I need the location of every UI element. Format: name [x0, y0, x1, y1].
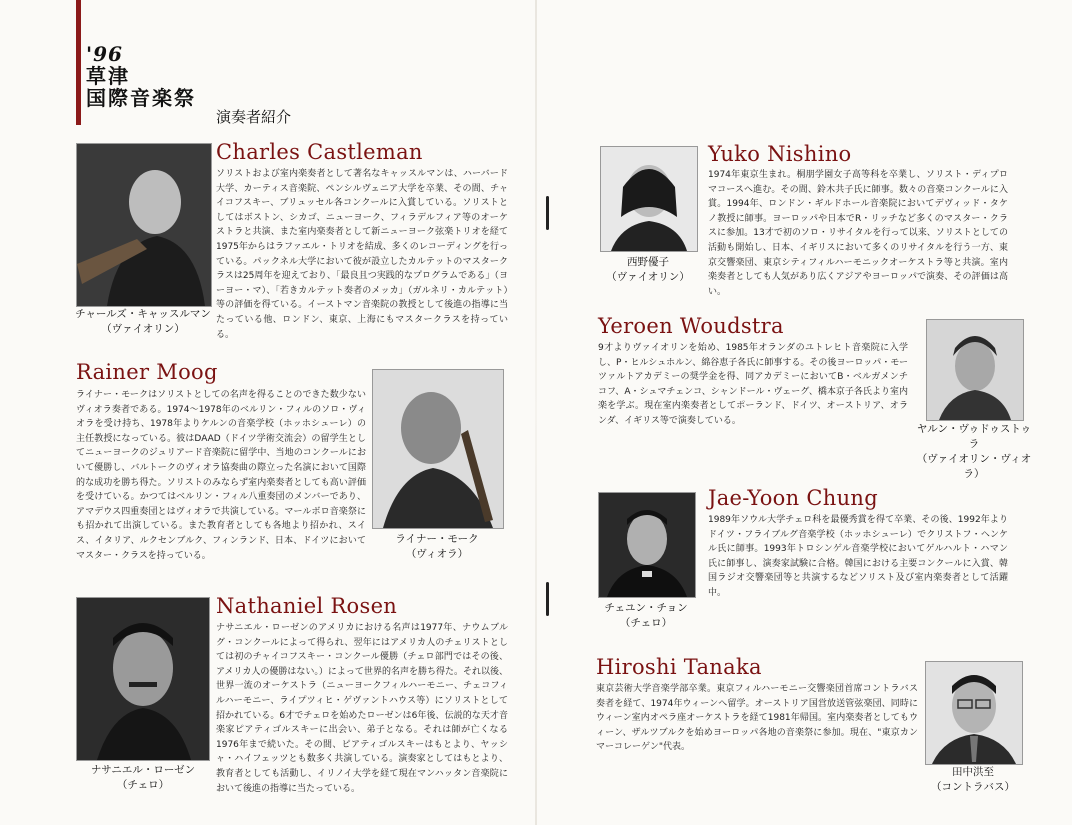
performer-bio: ソリストおよび室内楽奏者として著名なキャッスルマンは、ハーバード大学、カーティス音楽院、ペンシルヴェニア大学を卒業、その間、チャイコフスキー、ブリュッセル各コンクールに入賞している。ソリストとしてはボストン、シカゴ、ニューヨーク、フィラデルフィア等のオーケストラと共演、また室内楽奏者として新ニューヨーク弦楽トリオを経て1975年からはラファエル・トリオを結成、多くのレコーディングを行っている。パックネル大学において彼が設立したカルテットのマスタークラスは25周年を迎えており、「最良且つ実践的なプログラムである」（ヨーヨー・マ）、「若きカルテット奏者のメッカ」（ガルネリ・カルテット）等の評価を得ている。イーストマン音楽院の教授として後進の指導に当たっている他、ロンドン、東京、上海にもマスタークラスを持っている。: [216, 169, 508, 340]
caption-name: 西野優子: [627, 256, 669, 268]
performer-bio: 9才よりヴァイオリンを始め、1985年オランダのユトレヒト音楽院に入学し、P・ヒルシュホルン、綿谷恵子各氏に師事する。その後ヨーロッパ・モーツァルトアカデミーの奨学金を得、同アカデミーにおいてB・ベルガメンチコフ、A・シュマチェンコ、シャンドール・ヴェーグ、橋本京子各氏より室内楽を学ぶ。現在室内楽奏者としてポーランド、ドイツ、オーストリア、オランダ、イギリス等で演奏している。: [598, 343, 908, 426]
festival-line2: 国際音楽祭: [86, 86, 196, 110]
performer-name: Hiroshi Tanaka: [596, 655, 762, 679]
caption-instrument: （コントラバス）: [931, 781, 1015, 793]
festival-year: '96: [86, 42, 123, 66]
caption-instrument: （ヴァイオリン・ヴィオラ）: [916, 453, 1032, 480]
performer-bio: ナサニエル・ローゼンのアメリカにおける名声は1977年、ナウムブルグ・コンクールによって得られ、翌年にはアメリカ人のチェリストとしては初のチャイコフスキー・コンクール優勝（チェロ部門ではその後、アメリカ人の優勝はない。）によって世界的名声を勝ち得た。それ以後、世界一流のオーケストラ（ニューヨークフィルハーモニー、チェコフィルハーモニー、ライプツィヒ・ゲヴァントハウス等）にソリストとして招かれている。6才でチェロを始めたローゼンは6年後、伝説的な天才音楽家ピアティゴルスキーに出会い、弟子となる。それは師が亡くなる1976年まで続いた。その間、ピアティゴルスキーはもとより、ヤッシャ・ハイフェッツとも数多く共演している。演奏家としてはもとより、教育者としても活動し、イリノイ大学を経て現在マンハッタン音楽院において後進の指導に当たっている。: [216, 623, 508, 794]
performer-name: Jae-Yoon Chung: [708, 486, 878, 510]
performer-name: Nathaniel Rosen: [216, 594, 398, 618]
caption-instrument: （ヴァイオリン）: [606, 271, 690, 283]
portrait-photo-castleman: [76, 143, 212, 307]
festival-logo: [86, 44, 206, 108]
caption-name: チャールズ・キャッスルマン: [75, 308, 211, 320]
right-page: [536, 0, 1072, 825]
caption-instrument: （チェロ）: [116, 779, 170, 791]
photo-caption: [913, 765, 1033, 795]
portrait-photo-tanaka: [925, 661, 1023, 765]
portrait-photo-rosen: [76, 597, 210, 761]
caption-name: 田中洪至: [952, 766, 994, 778]
performer-bio: 1974年東京生まれ。桐朋学園女子高等科を卒業し、ソリスト・ディプロマコースへ進む。その間、鈴木共子氏に師事。数々の音楽コンクールに入賞。1994年、ロンドン・ギルドホール音楽院においてデヴィッド・タケノ教授に師事。ヨーロッパや日本でR・リッチなど多くのマスター・クラスに参加。13才で初のソロ・リサイタルを行って以来、ソリストとしての活動も開始し、日本、イギリスにおいて多くのリサイタルを行う一方、東京交響楽団、東京シティフィルハーモニックオーケストラ等と共演。室内楽奏者としても人気があり広くアジアやヨーロッパで演奏、その評価は高い。: [708, 170, 1008, 297]
portrait-photo-woudstra: [926, 319, 1024, 421]
photo-caption: [66, 763, 220, 793]
festival-line1: 草津: [86, 64, 130, 88]
caption-name: ヤルン・ヴゥドゥストゥラ: [916, 423, 1032, 450]
performer-name: Rainer Moog: [76, 360, 218, 384]
accent-bar: [76, 0, 81, 125]
performer-name: Yuko Nishino: [708, 142, 852, 166]
performer-bio: ライナー・モークはソリストとしての名声を得ることのできた数少ないヴィオラ奏者である。1974〜1978年のベルリン・フィルのソロ・ヴィオラを受け持ち、1978年よりケルンの音楽学校（ホッホシューレ）の主任教授になっている。彼はDAAD（ドイツ学術交流会）の留学生としてニューヨークのジュリアード音楽院に留学中、当地のコンクールにおいて優勝し、バルトークのヴィオラ協奏曲の際立った名演において国際的な成功を勝ち得た。ソリストのみならず室内楽奏者としても高い評価を受けている。かつてはベルリン・フィル八重奏団のメンバーであり、アマデウス四重奏団とはヴィオラで共演している。マールボロ音楽祭にも招かれて出演している。また教育者としても各地より招かれ、スイス、イタリア、ルクセンブルク、フィンランド、日本、ドイツにおいてマスター・クラスを持っている。: [76, 390, 366, 561]
portrait-photo-chung: [598, 492, 696, 598]
photo-caption: [586, 601, 706, 631]
caption-instrument: （チェロ）: [619, 617, 673, 629]
section-title: 演奏者紹介: [216, 108, 292, 126]
caption-name: ライナー・モーク: [395, 533, 479, 545]
portrait-photo-moog: [372, 369, 504, 529]
caption-name: チェユン・チョン: [604, 602, 688, 614]
caption-instrument: （ヴィオラ）: [405, 548, 469, 560]
performer-bio: 東京芸術大学音楽学部卒業。東京フィルハーモニー交響楽団首席コントラバス奏者を経て、1974年ウィーンへ留学。オーストリア国営放送管弦楽団、同時にウィーン室内オペラ座オーケストラを経て1981年帰国。室内楽奏者としてもウィーン、ザルツブルクを始めヨーロッパ各地の音楽祭に参加。現在、"東京カンマーコレーゲン"代表。: [596, 684, 918, 753]
performer-bio: 1989年ソウル大学チェロ科を最優秀賞を得て卒業、その後、1992年よりドイツ・フライブルグ音楽学校（ホッホシューレ）でクリストフ・ヘンケル氏に師事。1993年トロシンゲル音楽学校においてゲルハルト・ハマン氏に師事し、演奏家試験に合格。韓国における主要コンクールに入賞、韓国ラジオ交響楽団等と共演するなどソリスト及び室内楽奏者として活躍中。: [708, 515, 1008, 598]
photo-caption: [912, 422, 1036, 482]
portrait-photo-nishino: [600, 146, 698, 252]
caption-name: ナサニエル・ローゼン: [90, 764, 196, 776]
performer-name: Charles Castleman: [216, 140, 423, 164]
caption-instrument: （ヴァイオリン）: [101, 323, 185, 335]
photo-caption: [66, 307, 220, 337]
photo-caption: [590, 255, 706, 285]
performer-name: Yeroen Woudstra: [598, 314, 784, 338]
photo-caption: [372, 532, 502, 562]
